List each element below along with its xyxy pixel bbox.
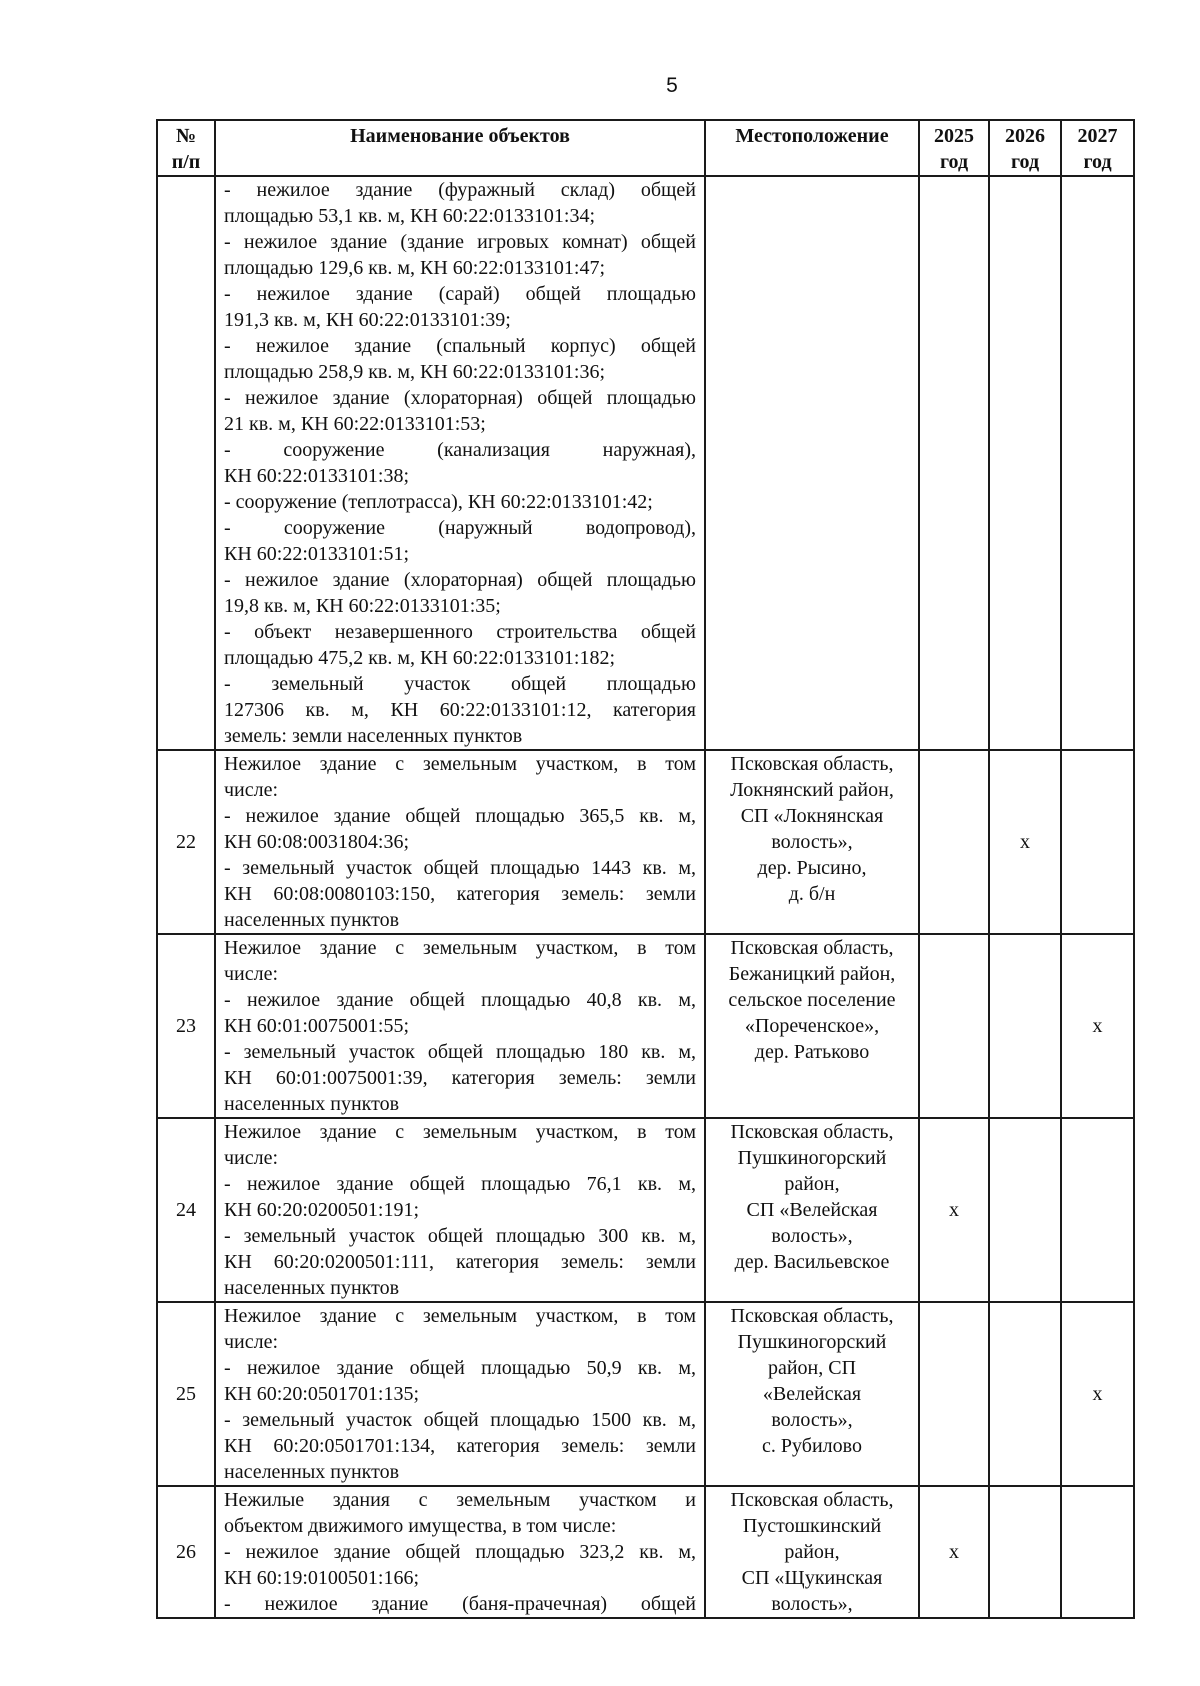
name-line: - нежилое здание общей площадью 323,2 кв. м, bbox=[224, 1541, 696, 1563]
name-line: - нежилое здание (спальный корпус) общей bbox=[224, 335, 696, 357]
location-line: дер. Рысино, bbox=[757, 857, 867, 879]
location-line: «Велейская bbox=[762, 1383, 862, 1405]
name-line: 191,3 кв. м, КН 60:22:0133101:39; bbox=[224, 309, 511, 331]
row-mark-2025 bbox=[919, 934, 989, 1118]
name-line: - сооружение (канализация наружная), bbox=[224, 439, 696, 461]
location-line: волость», bbox=[771, 1593, 853, 1615]
header-year: 2027 bbox=[1077, 125, 1118, 147]
name-line: числе: bbox=[224, 963, 279, 985]
name-line: площадью 53,1 кв. м, КН 60:22:0133101:34; bbox=[224, 205, 596, 227]
name-line: - нежилое здание (сарай) общей площадью bbox=[224, 283, 696, 305]
row-mark-2027 bbox=[1061, 750, 1134, 934]
location-line: СП «Локнянская bbox=[740, 805, 884, 827]
name-line: КН 60:20:0501701:135; bbox=[224, 1383, 420, 1405]
row-name-cell bbox=[215, 176, 705, 750]
row-name-cell bbox=[215, 1302, 705, 1486]
row-mark-2027 bbox=[1061, 1486, 1134, 1618]
name-line: 127306 кв. м, КН 60:22:0133101:12, категория bbox=[224, 699, 696, 721]
location-line: волость», bbox=[771, 831, 853, 853]
name-line: КН 60:08:0031804:36; bbox=[224, 831, 410, 853]
name-line: объектом движимого имущества, в том числе: bbox=[224, 1515, 617, 1537]
location-line: с. Рубилово bbox=[762, 1435, 862, 1457]
row-location-cell bbox=[705, 934, 919, 1118]
table-row bbox=[157, 750, 1134, 934]
name-line: КН 60:19:0100501:166; bbox=[224, 1567, 420, 1589]
header-year-label: год bbox=[939, 151, 969, 173]
location-line: Пушкиногорский bbox=[737, 1147, 887, 1169]
table-row bbox=[157, 1486, 1134, 1618]
name-line: Нежилое здание с земельным участком, в том bbox=[224, 1305, 696, 1327]
name-line: КН 60:01:0075001:39, категория земель: земли bbox=[224, 1067, 696, 1089]
row-num-cell: 22 bbox=[157, 750, 215, 934]
name-line: 21 кв. м, КН 60:22:0133101:53; bbox=[224, 413, 486, 435]
table-row bbox=[157, 1118, 1134, 1302]
row-name-cell bbox=[215, 1486, 705, 1618]
row-mark-2026: х bbox=[989, 750, 1061, 934]
header-year-label: год bbox=[1083, 151, 1112, 173]
location-line: волость», bbox=[771, 1409, 853, 1431]
header-num-line: № bbox=[175, 125, 197, 147]
row-mark-2027: х bbox=[1061, 1302, 1134, 1486]
location-line: сельское поселение bbox=[728, 989, 896, 1011]
name-line: - земельный участок общей площадью 300 кв. м, bbox=[224, 1225, 696, 1247]
row-mark-2026 bbox=[989, 176, 1061, 750]
name-line: населенных пунктов bbox=[224, 1277, 400, 1299]
header-2026 bbox=[989, 120, 1061, 176]
name-line: населенных пунктов bbox=[224, 909, 400, 931]
row-location-cell bbox=[705, 750, 919, 934]
name-line: - объект незавершенного строительства общей bbox=[224, 621, 696, 643]
row-mark-2027 bbox=[1061, 1118, 1134, 1302]
location-line: дер. Васильевское bbox=[734, 1251, 890, 1273]
name-line: площадью 475,2 кв. м, КН 60:22:0133101:182; bbox=[224, 647, 616, 669]
name-line: Нежилые здания с земельным участком и bbox=[224, 1489, 696, 1511]
location-line: Пустошкинский bbox=[742, 1515, 882, 1537]
location-line: «Пореченское», bbox=[744, 1015, 880, 1037]
name-line: КН 60:20:0200501:191; bbox=[224, 1199, 420, 1221]
row-num-cell bbox=[157, 176, 215, 750]
row-mark-2025: х bbox=[919, 1486, 989, 1618]
row-mark-2025 bbox=[919, 1302, 989, 1486]
location-line: Псковская область, bbox=[730, 937, 894, 959]
name-line: КН 60:20:0200501:111, категория земель: земли bbox=[224, 1251, 696, 1273]
location-line: дер. Ратьково bbox=[754, 1041, 870, 1063]
name-line: - сооружение (теплотрасса), КН 60:22:0133101:42; bbox=[224, 491, 653, 513]
row-mark-2027 bbox=[1061, 176, 1134, 750]
location-line: Пушкиногорский bbox=[737, 1331, 887, 1353]
name-line: - нежилое здание общей площадью 40,8 кв. м, bbox=[224, 989, 696, 1011]
location-line: Псковская область, bbox=[730, 1489, 894, 1511]
header-2027 bbox=[1061, 120, 1134, 176]
name-line: КН 60:08:0080103:150, категория земель: земли bbox=[224, 883, 696, 905]
location-line: район, bbox=[784, 1541, 840, 1563]
row-mark-2025 bbox=[919, 176, 989, 750]
row-num-cell: 26 bbox=[157, 1486, 215, 1618]
row-mark-2026 bbox=[989, 1118, 1061, 1302]
header-year-label: год bbox=[1010, 151, 1040, 173]
location-line: СП «Щукинская bbox=[741, 1567, 883, 1589]
name-line: - нежилое здание (фуражный склад) общей bbox=[224, 179, 696, 201]
name-line: числе: bbox=[224, 779, 279, 801]
name-line: 19,8 кв. м, КН 60:22:0133101:35; bbox=[224, 595, 501, 617]
name-line: населенных пунктов bbox=[224, 1093, 400, 1115]
name-line: - нежилое здание общей площадью 365,5 кв. м, bbox=[224, 805, 696, 827]
header-num bbox=[157, 120, 215, 176]
name-line: числе: bbox=[224, 1331, 279, 1353]
header-num-line: п/п bbox=[171, 151, 201, 173]
row-mark-2025: х bbox=[919, 1118, 989, 1302]
header-2025 bbox=[919, 120, 989, 176]
name-line: - нежилое здание (хлораторная) общей площадью bbox=[224, 387, 696, 409]
header-year: 2025 bbox=[934, 125, 974, 147]
name-line: - нежилое здание (баня-прачечная) общей bbox=[224, 1593, 696, 1615]
name-line: населенных пунктов bbox=[224, 1461, 400, 1483]
location-line: Псковская область, bbox=[730, 753, 894, 775]
name-line: площадью 258,9 кв. м, КН 60:22:0133101:36; bbox=[224, 361, 606, 383]
name-line: - нежилое здание (здание игровых комнат) общей bbox=[224, 231, 696, 253]
location-line: район, bbox=[784, 1173, 840, 1195]
row-mark-2025 bbox=[919, 750, 989, 934]
name-line: - нежилое здание общей площадью 50,9 кв. м, bbox=[224, 1357, 696, 1379]
header-location: Местоположение bbox=[705, 120, 919, 176]
name-line: - земельный участок общей площадью 180 кв. м, bbox=[224, 1041, 696, 1063]
name-line: площадью 129,6 кв. м, КН 60:22:0133101:47; bbox=[224, 257, 606, 279]
location-line: д. б/н bbox=[788, 883, 836, 905]
name-line: - нежилое здание (хлораторная) общей площадью bbox=[224, 569, 696, 591]
header-year: 2026 bbox=[1005, 125, 1045, 147]
row-location-cell bbox=[705, 176, 919, 750]
name-line: Нежилое здание с земельным участком, в том bbox=[224, 753, 696, 775]
name-line: - нежилое здание общей площадью 76,1 кв. м, bbox=[224, 1173, 696, 1195]
name-line: числе: bbox=[224, 1147, 279, 1169]
name-line: - земельный участок общей площадью 1500 кв. м, bbox=[224, 1409, 696, 1431]
row-mark-2026 bbox=[989, 1486, 1061, 1618]
row-num-cell: 23 bbox=[157, 934, 215, 1118]
location-line: район, СП bbox=[767, 1357, 857, 1379]
name-line: КН 60:22:0133101:51; bbox=[224, 543, 410, 565]
row-mark-2027: х bbox=[1061, 934, 1134, 1118]
row-location-cell bbox=[705, 1302, 919, 1486]
location-line: Псковская область, bbox=[730, 1305, 894, 1327]
objects-table bbox=[156, 119, 1135, 1619]
name-line: Нежилое здание с земельным участком, в том bbox=[224, 937, 696, 959]
name-line: - земельный участок общей площадью bbox=[224, 673, 696, 695]
row-num-cell: 24 bbox=[157, 1118, 215, 1302]
name-line: - сооружение (наружный водопровод), bbox=[224, 517, 696, 539]
table-row-continuation bbox=[157, 176, 1134, 750]
location-line: Бежаницкий район, bbox=[728, 963, 896, 985]
table-row bbox=[157, 1302, 1134, 1486]
row-mark-2026 bbox=[989, 1302, 1061, 1486]
row-num-cell: 25 bbox=[157, 1302, 215, 1486]
name-line: КН 60:20:0501701:134, категория земель: земли bbox=[224, 1435, 696, 1457]
location-line: СП «Велейская bbox=[746, 1199, 878, 1221]
page-number: 5 bbox=[666, 74, 678, 97]
table-row bbox=[157, 934, 1134, 1118]
row-location-cell bbox=[705, 1118, 919, 1302]
table-header-row bbox=[157, 120, 1134, 176]
location-line: волость», bbox=[771, 1225, 853, 1247]
row-name-cell bbox=[215, 1118, 705, 1302]
name-line: КН 60:22:0133101:38; bbox=[224, 465, 410, 487]
name-line: КН 60:01:0075001:55; bbox=[224, 1015, 410, 1037]
name-line: - земельный участок общей площадью 1443 кв. м, bbox=[224, 857, 696, 879]
name-line: земель: земли населенных пунктов bbox=[224, 725, 523, 747]
row-name-cell bbox=[215, 934, 705, 1118]
header-name: Наименование объектов bbox=[215, 120, 705, 176]
row-location-cell bbox=[705, 1486, 919, 1618]
row-mark-2026 bbox=[989, 934, 1061, 1118]
location-line: Псковская область, bbox=[730, 1121, 894, 1143]
row-name-cell bbox=[215, 750, 705, 934]
name-line: Нежилое здание с земельным участком, в том bbox=[224, 1121, 696, 1143]
location-line: Локнянский район, bbox=[730, 779, 894, 801]
